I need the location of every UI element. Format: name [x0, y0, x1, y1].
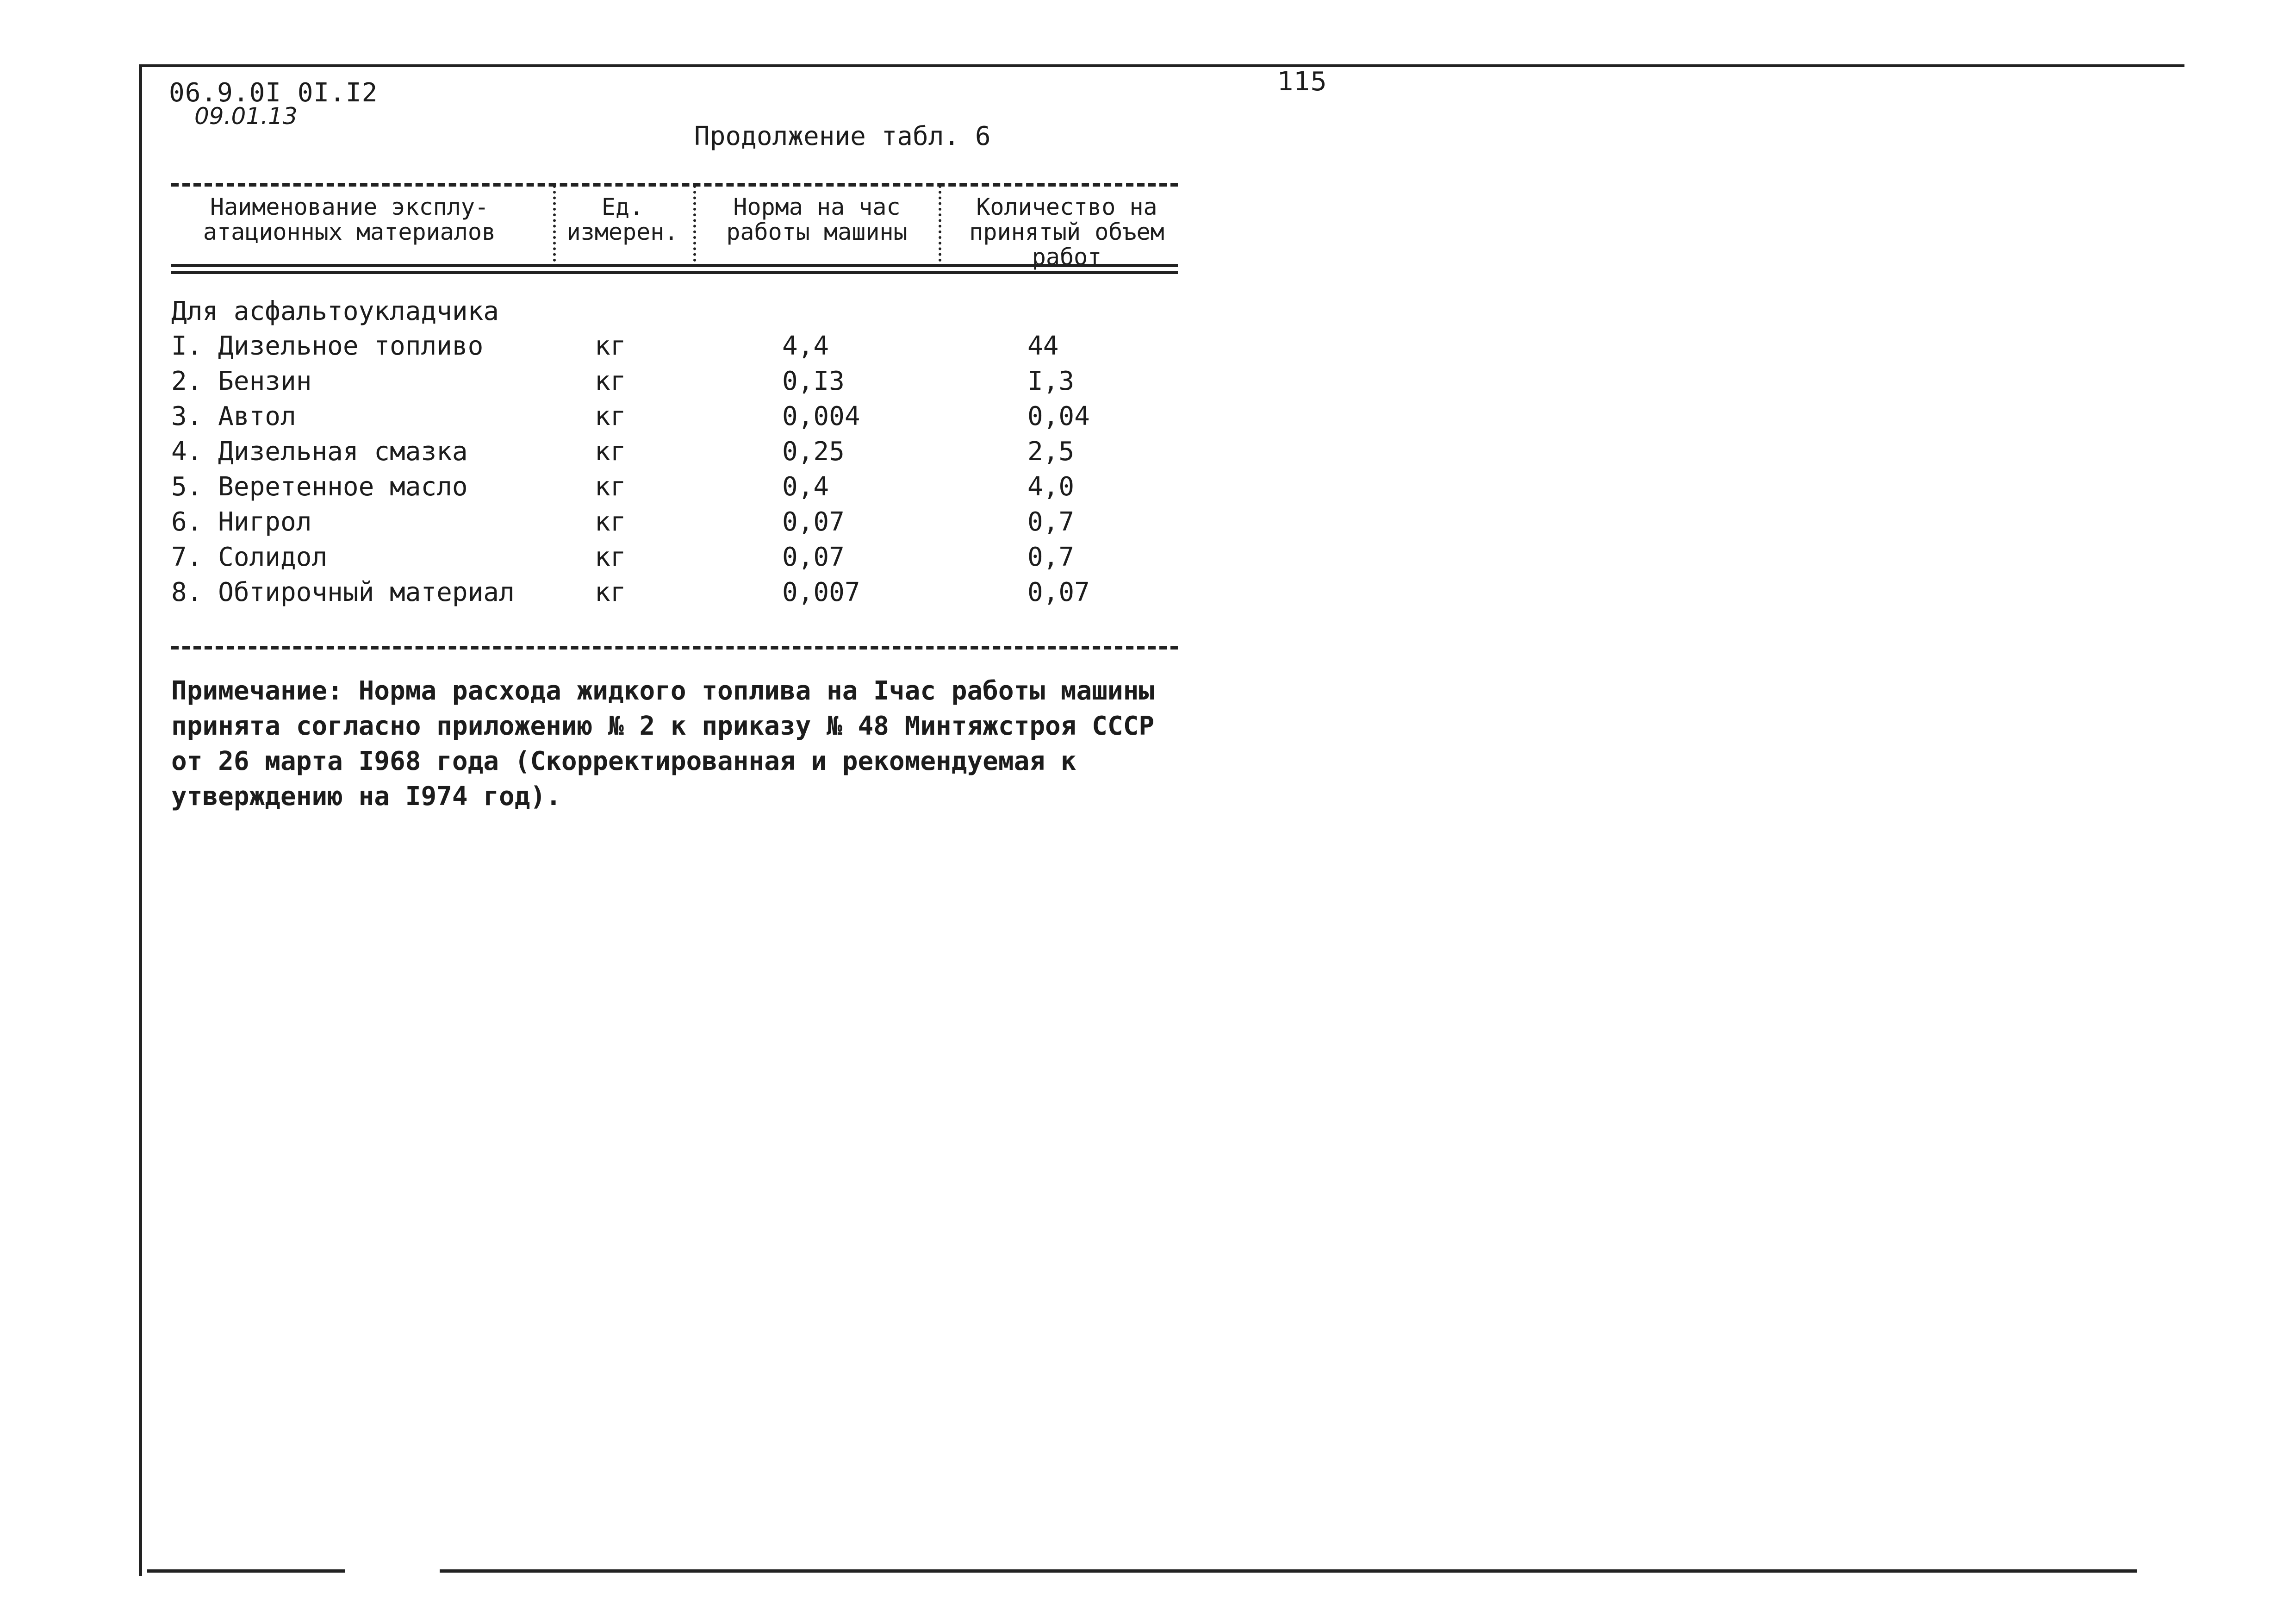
material-name: 3. Автол [171, 401, 296, 431]
material-name: 2. Бензин [171, 366, 312, 396]
table-row [0, 331, 1250, 366]
quantity: 2,5 [1027, 437, 1075, 467]
column-header-norm [706, 194, 928, 244]
unit: кг [595, 542, 626, 572]
column-header-line: измерен. [566, 219, 678, 245]
column-header-line: Количество на [976, 194, 1157, 220]
column-header-line: Ед. [601, 194, 644, 220]
column-separator [939, 185, 944, 262]
material-name: I. Дизельное топливо [171, 331, 484, 361]
section-title: Для асфальтоукладчика [171, 296, 499, 326]
material-name: 7. Солидол [171, 542, 328, 572]
column-header-line: работы машины [726, 219, 908, 245]
quantity: 0,7 [1027, 507, 1075, 537]
frame-bottom-gap [345, 1568, 440, 1575]
footnote-line: от 26 марта I968 года (Скорректированная и рекомендуемая к [171, 746, 1076, 776]
footnote-line: принята согласно приложению № 2 к приказу № 48 Минтяжстроя СССР [171, 711, 1155, 741]
unit: кг [595, 401, 626, 431]
unit: кг [595, 507, 626, 537]
footnote-line: утверждению на I974 год). [171, 781, 561, 812]
norm-per-hour: 4,4 [782, 331, 829, 361]
page-number: 115 [1277, 67, 1327, 97]
column-header-line: работ [1032, 244, 1102, 270]
norm-per-hour: 0,07 [782, 507, 845, 537]
footnote [171, 674, 1282, 814]
table-row [0, 542, 1250, 577]
unit: кг [595, 437, 626, 467]
material-name: 4. Дизельная смазка [171, 437, 468, 467]
column-header-line: Наименование эксплу- [210, 194, 489, 220]
material-name: 8. Обтирочный материал [171, 577, 515, 607]
unit: кг [595, 331, 626, 361]
quantity: 0,07 [1027, 577, 1090, 607]
frame-top-line [139, 64, 2184, 67]
table-header-rule [171, 264, 1178, 274]
quantity: 44 [1027, 331, 1059, 361]
table-row [0, 401, 1250, 437]
table-row [0, 472, 1250, 507]
quantity: I,3 [1027, 366, 1075, 396]
column-header-line: атационных материалов [203, 219, 496, 245]
column-separator [553, 185, 559, 262]
column-header-line: принятый объем [969, 219, 1164, 245]
unit: кг [595, 366, 626, 396]
table-caption: Продолжение табл. 6 [694, 121, 991, 151]
column-separator [693, 185, 699, 262]
unit: кг [595, 577, 626, 607]
norm-per-hour: 0,I3 [782, 366, 845, 396]
table-row [0, 577, 1250, 612]
material-name: 6. Нигрол [171, 507, 312, 537]
norm-per-hour: 0,07 [782, 542, 845, 572]
norm-per-hour: 0,4 [782, 472, 829, 502]
column-header-material [178, 194, 521, 244]
quantity: 4,0 [1027, 472, 1075, 502]
table-row [0, 507, 1250, 542]
table-bottom-rule [171, 646, 1178, 650]
frame-bottom-line [147, 1569, 2137, 1573]
table-top-rule [171, 183, 1178, 187]
column-header-line: Норма на час [733, 194, 901, 220]
quantity: 0,7 [1027, 542, 1075, 572]
document-code: 06.9.0I 0I.I2 [169, 78, 378, 108]
footnote-line: Примечание: Норма расхода жидкого топлива на Iчас работы машины [171, 676, 1155, 706]
column-header-quantity [946, 194, 1187, 269]
material-name: 5. Веретенное масло [171, 472, 468, 502]
norm-per-hour: 0,25 [782, 437, 845, 467]
unit: кг [595, 472, 626, 502]
table-row [0, 366, 1250, 401]
norm-per-hour: 0,004 [782, 401, 860, 431]
norm-per-hour: 0,007 [782, 577, 860, 607]
quantity: 0,04 [1027, 401, 1090, 431]
document-code-handwritten: 09.01.13 [194, 103, 298, 130]
column-header-unit [558, 194, 687, 244]
table-row [0, 437, 1250, 472]
frame-left-line [139, 64, 142, 1576]
